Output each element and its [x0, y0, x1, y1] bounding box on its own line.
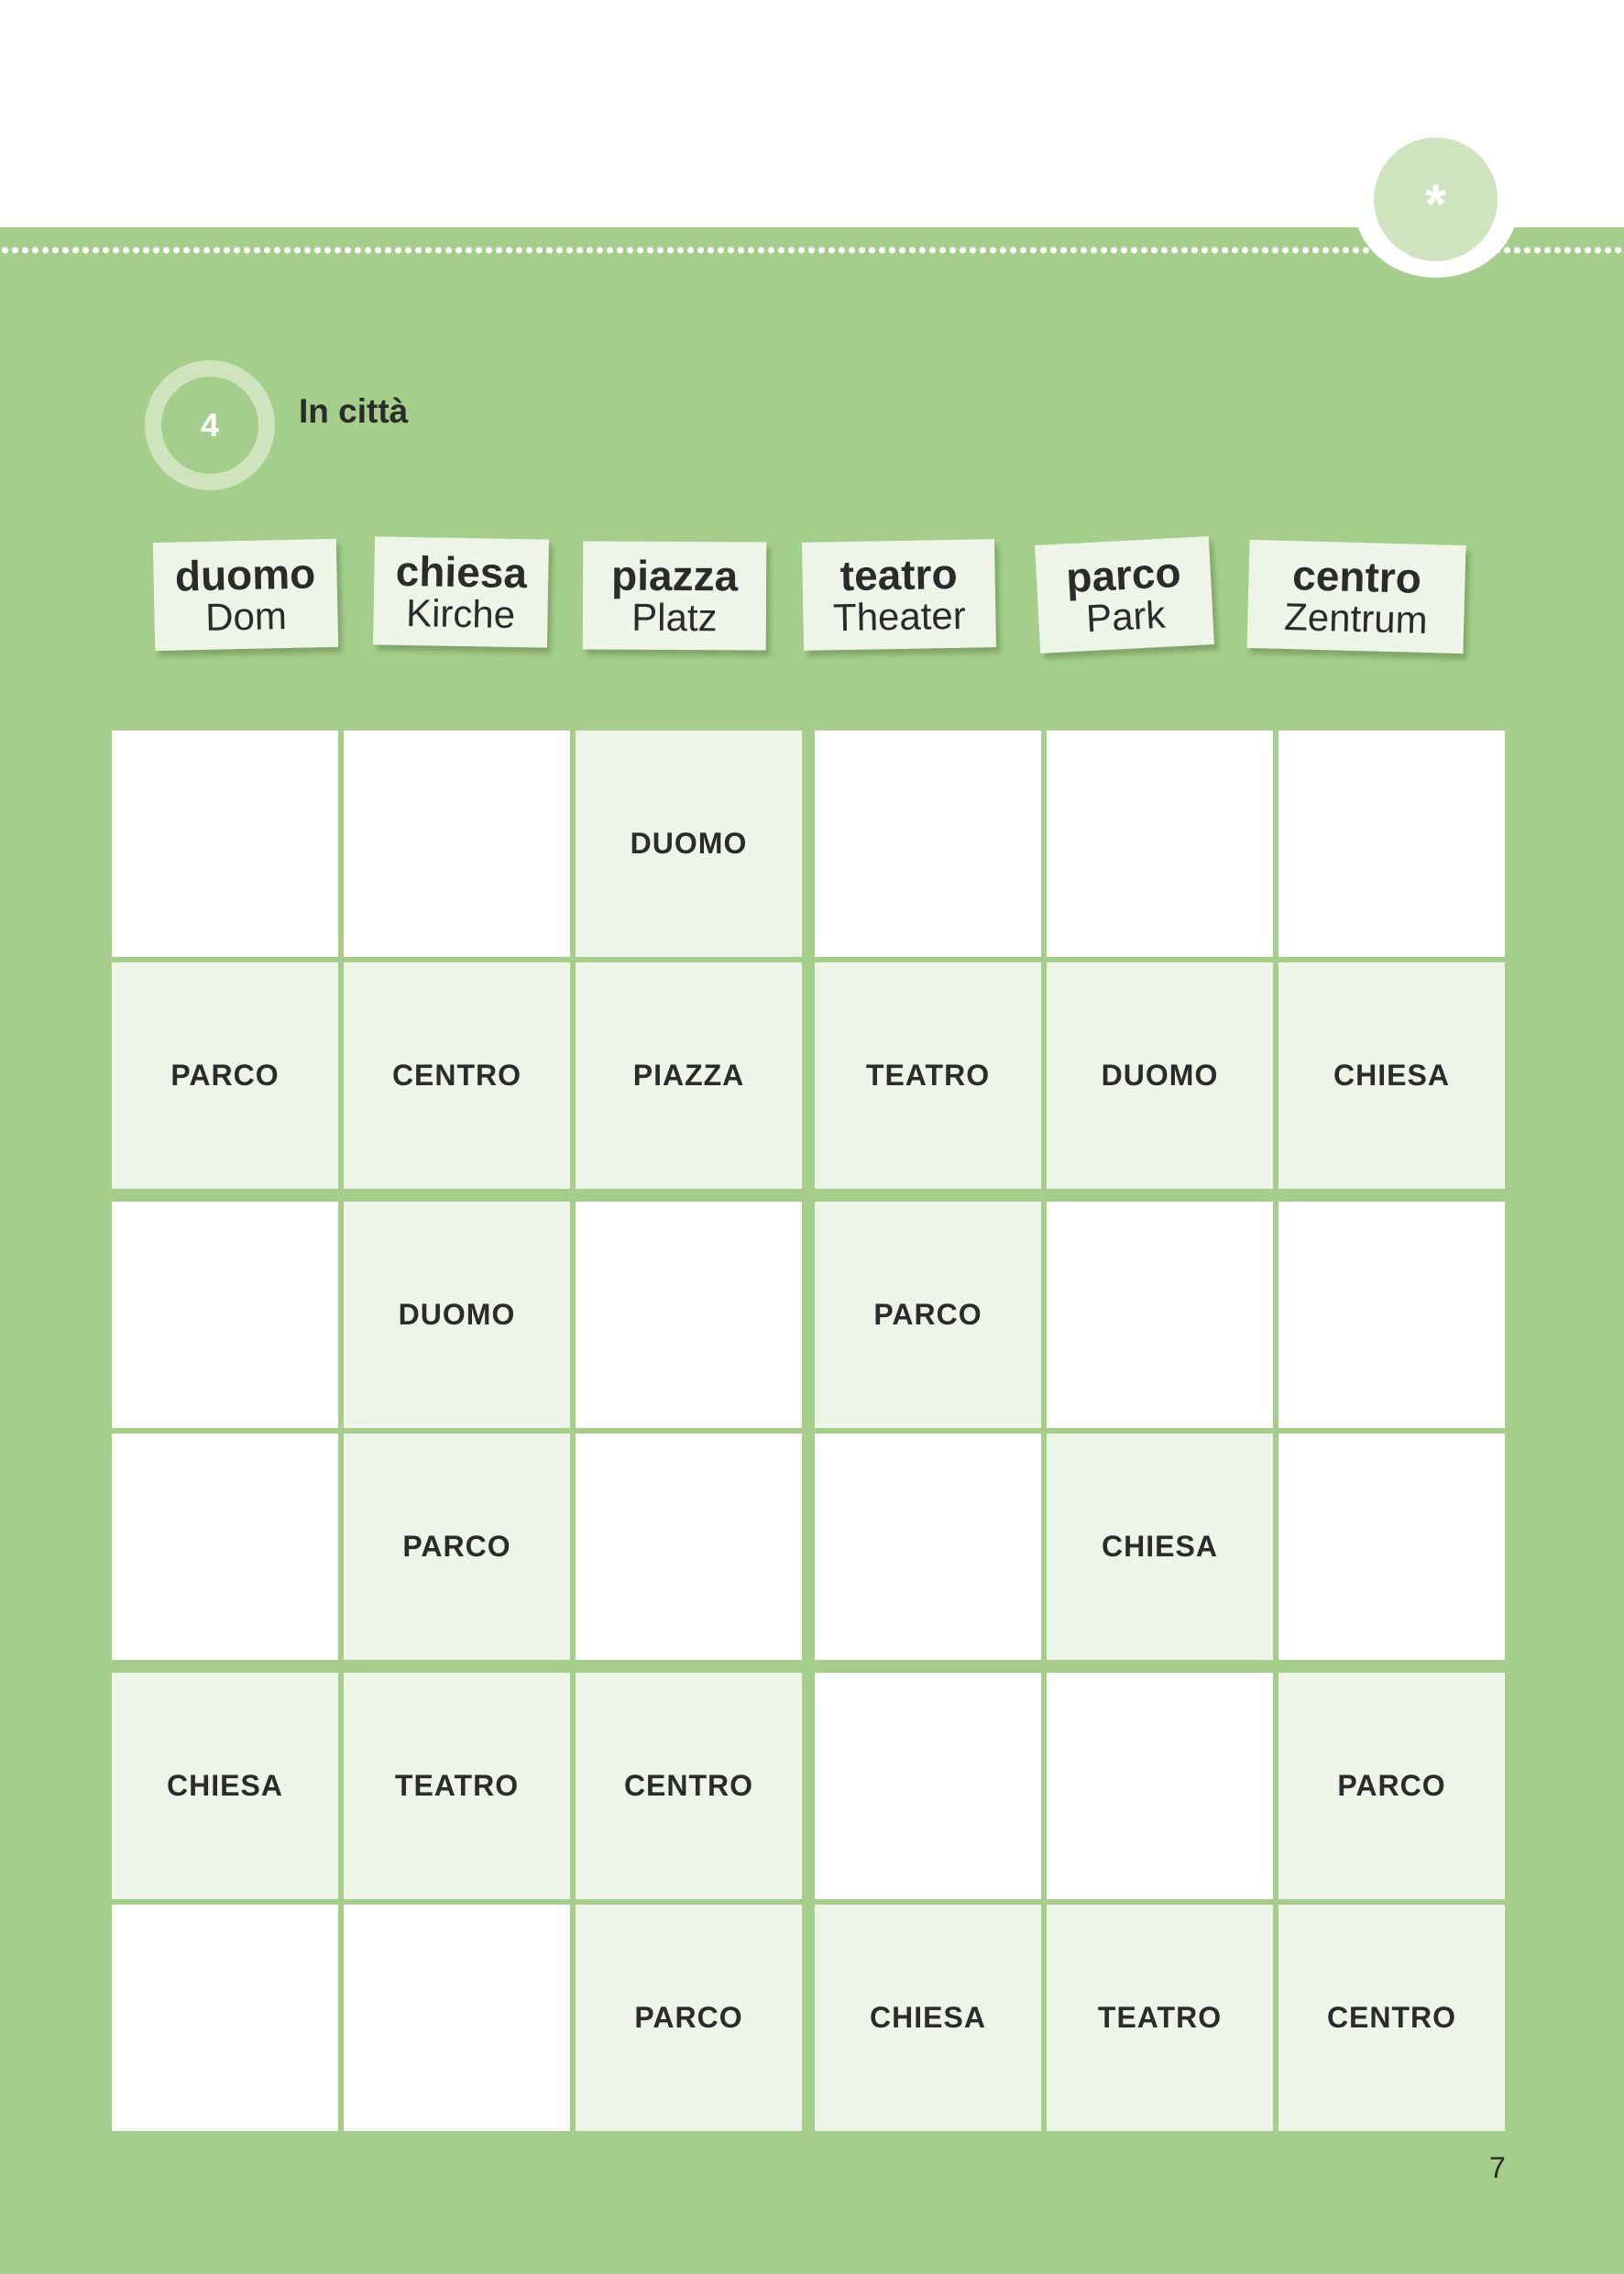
vocab-card-parco — [1035, 536, 1214, 654]
sudoku-cell: TEATRO — [344, 1673, 570, 1899]
vocab-german: Zentrum — [1283, 595, 1429, 643]
sudoku-cell[interactable] — [815, 731, 1041, 957]
sudoku-cell: DUOMO — [576, 731, 802, 957]
vocab-card-centro — [1246, 540, 1465, 654]
sudoku-cell[interactable] — [112, 1202, 338, 1428]
vocab-german: Dom — [204, 594, 288, 640]
vocab-italian: parco — [1064, 547, 1182, 602]
sudoku-cell: PIAZZA — [576, 962, 802, 1189]
sudoku-cell: TEATRO — [1047, 1905, 1273, 2131]
vocab-card-teatro — [802, 539, 996, 651]
vocab-italian: chiesa — [395, 546, 528, 598]
sudoku-cell[interactable] — [815, 1434, 1041, 1660]
sudoku-cell: PARCO — [112, 962, 338, 1189]
vocab-italian: centro — [1291, 550, 1422, 602]
sudoku-cell: DUOMO — [1047, 962, 1273, 1189]
vocab-italian: duomo — [174, 549, 316, 600]
sudoku-cell: PARCO — [576, 1905, 802, 2131]
sudoku-cell: CHIESA — [112, 1673, 338, 1899]
vocab-card-duomo — [153, 539, 338, 651]
sudoku-cell[interactable] — [1047, 1673, 1273, 1899]
sudoku-cell[interactable] — [576, 1202, 802, 1428]
sudoku-cell: PARCO — [344, 1434, 570, 1660]
sudoku-cell: TEATRO — [815, 962, 1041, 1189]
vocab-german: Platz — [631, 595, 718, 640]
sudoku-cell[interactable] — [1047, 1202, 1273, 1428]
page-number: 7 — [1489, 2151, 1506, 2184]
difficulty-star-badge — [1374, 137, 1498, 261]
sudoku-cell[interactable] — [1278, 1202, 1505, 1428]
sudoku-cell[interactable] — [112, 731, 338, 957]
sudoku-cell: CHIESA — [1047, 1434, 1273, 1660]
sudoku-cell: DUOMO — [344, 1202, 570, 1428]
sudoku-cell[interactable] — [1278, 731, 1505, 957]
sudoku-cell[interactable] — [112, 1905, 338, 2131]
sudoku-cell: CHIESA — [1278, 962, 1505, 1189]
vocab-german: Kirche — [405, 591, 516, 637]
sudoku-cell: CENTRO — [344, 962, 570, 1189]
vocab-german: Park — [1084, 592, 1167, 641]
vocab-card-chiesa — [373, 536, 549, 647]
sudoku-cell[interactable] — [112, 1434, 338, 1660]
sudoku-cell[interactable] — [815, 1673, 1041, 1899]
vocab-italian: teatro — [839, 549, 958, 599]
vocab-card-piazza — [583, 541, 767, 650]
sudoku-cell[interactable] — [1047, 731, 1273, 957]
sudoku-cell: PARCO — [1278, 1673, 1505, 1899]
sudoku-cell: PARCO — [815, 1202, 1041, 1428]
exercise-title: In città — [299, 392, 409, 430]
star-icon: * — [1424, 172, 1447, 235]
vocab-italian: piazza — [610, 551, 739, 600]
vocab-german: Theater — [832, 593, 967, 640]
sudoku-cell[interactable] — [576, 1434, 802, 1660]
sudoku-cell: CENTRO — [576, 1673, 802, 1899]
sudoku-cell[interactable] — [344, 1905, 570, 2131]
sudoku-cell[interactable] — [344, 731, 570, 957]
sudoku-cell: CHIESA — [815, 1905, 1041, 2131]
sudoku-cell[interactable] — [1278, 1434, 1505, 1660]
sudoku-grid — [108, 727, 1509, 2127]
sudoku-cell: CENTRO — [1278, 1905, 1505, 2131]
exercise-number: 4 — [161, 377, 258, 474]
